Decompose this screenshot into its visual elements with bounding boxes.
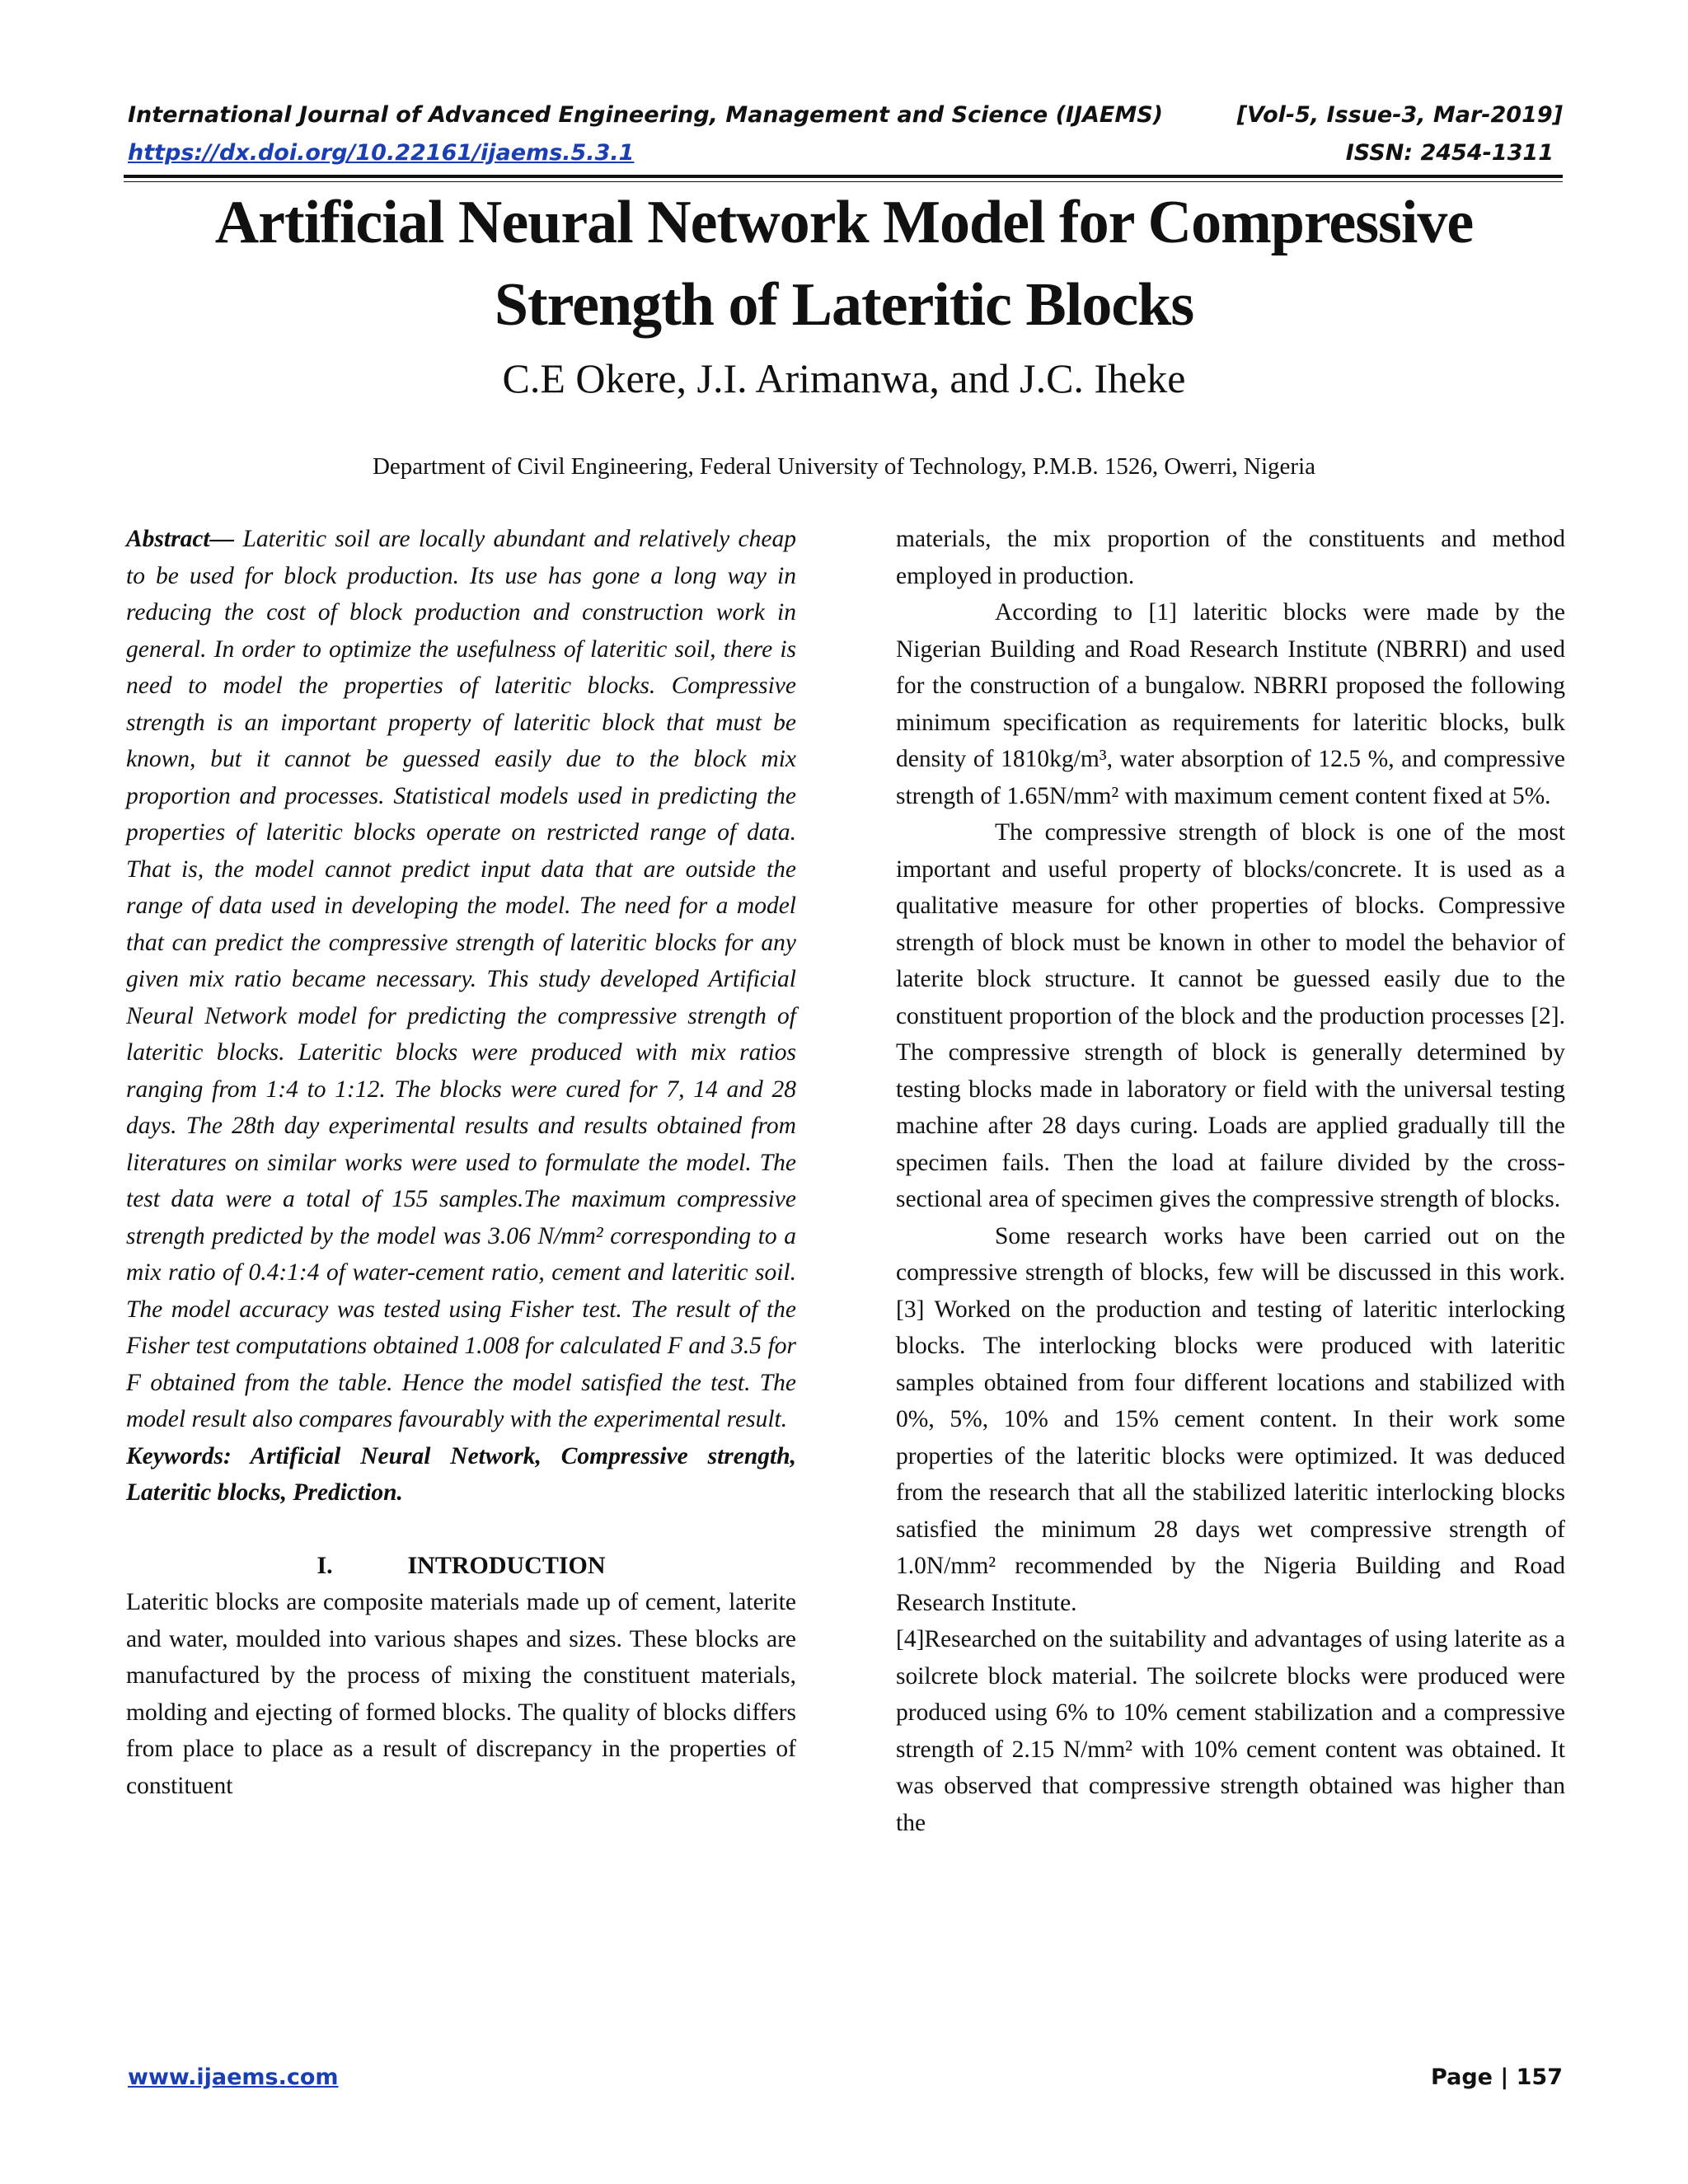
right-column xyxy=(896,521,1565,1841)
abstract-label: Abstract— xyxy=(126,526,235,552)
doi-link[interactable] xyxy=(128,140,634,166)
intro-paragraph: Lateritic blocks are composite materials made up of cement, laterite and water, moulded into various shapes and sizes. These blocks are manufactured by the process of mixing the constituent materials, molding and ejecting of formed blocks. The quality of blocks differs from place to place as a result of discrepancy in the properties of constituent xyxy=(126,1589,796,1799)
right-paragraph-1: materials, the mix proportion of the constituents and method employed in production. xyxy=(896,526,1565,589)
left-column xyxy=(126,521,796,1804)
keywords-text: Artificial Neural Network, Compressive strength, Lateritic blocks, Prediction. xyxy=(126,1442,796,1506)
section-heading xyxy=(126,1548,796,1585)
header-rule-thick xyxy=(124,175,1563,178)
keywords-label: Keywords: xyxy=(126,1442,232,1469)
page-number: Page | 157 xyxy=(1431,2064,1563,2090)
abstract xyxy=(126,521,796,1438)
section-title: INTRODUCTION xyxy=(407,1551,606,1579)
right-paragraph-2: According to [1] lateritic blocks were made by the Nigerian Building and Road Research Institute (NBRRI) and used for the construction of a bungalow. NBRRI proposed the following minimum specification as requirements for lateritic blocks, bulk density of 1810kg/m³, water absorption of 12.5 %, and compressive strength of 1.65N/mm² with maximum cement content fixed at 5%. xyxy=(896,599,1565,809)
affiliation: Department of Civil Engineering, Federal University of Technology, P.M.B. 1526, Owerri, Nigeria xyxy=(372,453,1316,480)
volume-issue: [Vol-5, Issue-3, Mar-2019] xyxy=(1236,102,1563,128)
doi-link-text[interactable]: https://dx.doi.org/10.22161/ijaems.5.3.1 xyxy=(128,140,635,166)
journal-name: International Journal of Advanced Engineering, Management and Science (IJAEMS) xyxy=(128,102,1164,128)
issn: ISSN: 2454-1311 xyxy=(1345,140,1554,166)
footer-website-link[interactable]: www.ijaems.com xyxy=(128,2064,339,2090)
authors: C.E Okere, J.I. Arimanwa, and J.C. Iheke xyxy=(502,355,1186,401)
abstract-text: Lateritic soil are locally abundant and relatively cheap to be used for block production. Its use has gone a long way in reducing the cost of block production and construction work in general. In order to optimize the usefulness of lateritic soil, there is need to model the properties of lateritic blocks. Compressive strength is an important property of lateritic block that must be known, but it cannot be guessed easily due to the block mix proportion and processes. Statistical models used in predicting the properties of lateritic blocks operate on restricted range of data. That is, the model cannot predict input data that are outside the range of data used in developing the model. The need for a model that can predict the compressive strength of lateritic blocks for any given mix ratio became necessary. This study developed Artificial Neural Network model for predicting the compressive strength of lateritic blocks. Lateritic blocks were produced with mix ratios ranging from 1:4 to 1:12. The blocks were cured for 7, 14 and 28 days. The 28th day experimental results and results obtained from literatures on similar works were used to formulate the model. The test data were a total of 155 samples.The maximum compressive strength predicted by the model was 3.06 N/mm² corresponding to a mix ratio of 0.4:1:4 of water-cement ratio, cement and lateritic soil. The model accuracy was tested using Fisher test. The result of the Fisher test computations obtained 1.008 for calculated F and 3.5 for F obtained from the table. Hence the model satisfied the test. The model result also compares favourably with the experimental result. xyxy=(126,526,796,1432)
right-paragraph-5: [4]Researched on the suitability and advantages of using laterite as a soilcrete block material. The soilcrete blocks were produced were produced using 6% to 10% cement stabilization and a compressive strength of 2.15 N/mm² with 10% cement content was obtained. It was observed that compressive strength obtained was higher than the xyxy=(896,1626,1565,1836)
paper-title-line-2: Strength of Lateritic Blocks xyxy=(494,271,1194,339)
paper-title-line-1: Artificial Neural Network Model for Compressive xyxy=(214,189,1474,256)
section-number: I. xyxy=(316,1551,333,1579)
right-paragraph-4: Some research works have been carried out on the compressive strength of blocks, few will be discussed in this work. [3] Worked on the production and testing of lateritic interlocking blocks. The interlocking blocks were produced with lateritic samples obtained from four different locations and stabilized with 0%, 5%, 10% and 15% cement content. In their work some properties of the lateritic blocks were optimized. It was deduced from the research that all the stabilized lateritic interlocking blocks satisfied the minimum 28 days wet compressive strength of 1.0N/mm² recommended by the Nigeria Building and Road Research Institute. xyxy=(896,1222,1565,1616)
keywords xyxy=(126,1438,796,1511)
right-paragraph-3: The compressive strength of block is one of the most important and useful property of blocks/concrete. It is used as a qualitative measure for other properties of blocks. Compressive strength of block must be known in other to model the behavior of laterite block structure. It cannot be guessed easily due to the constituent proportion of the block and the production processes [2]. The compressive strength of block is generally determined by testing blocks made in laboratory or field with the universal testing machine after 28 days curing. Loads are applied gradually till the specimen fails. Then the load at failure divided by the cross-sectional area of specimen gives the compressive strength of blocks. xyxy=(896,819,1565,1212)
header-rule-thin xyxy=(124,181,1563,182)
